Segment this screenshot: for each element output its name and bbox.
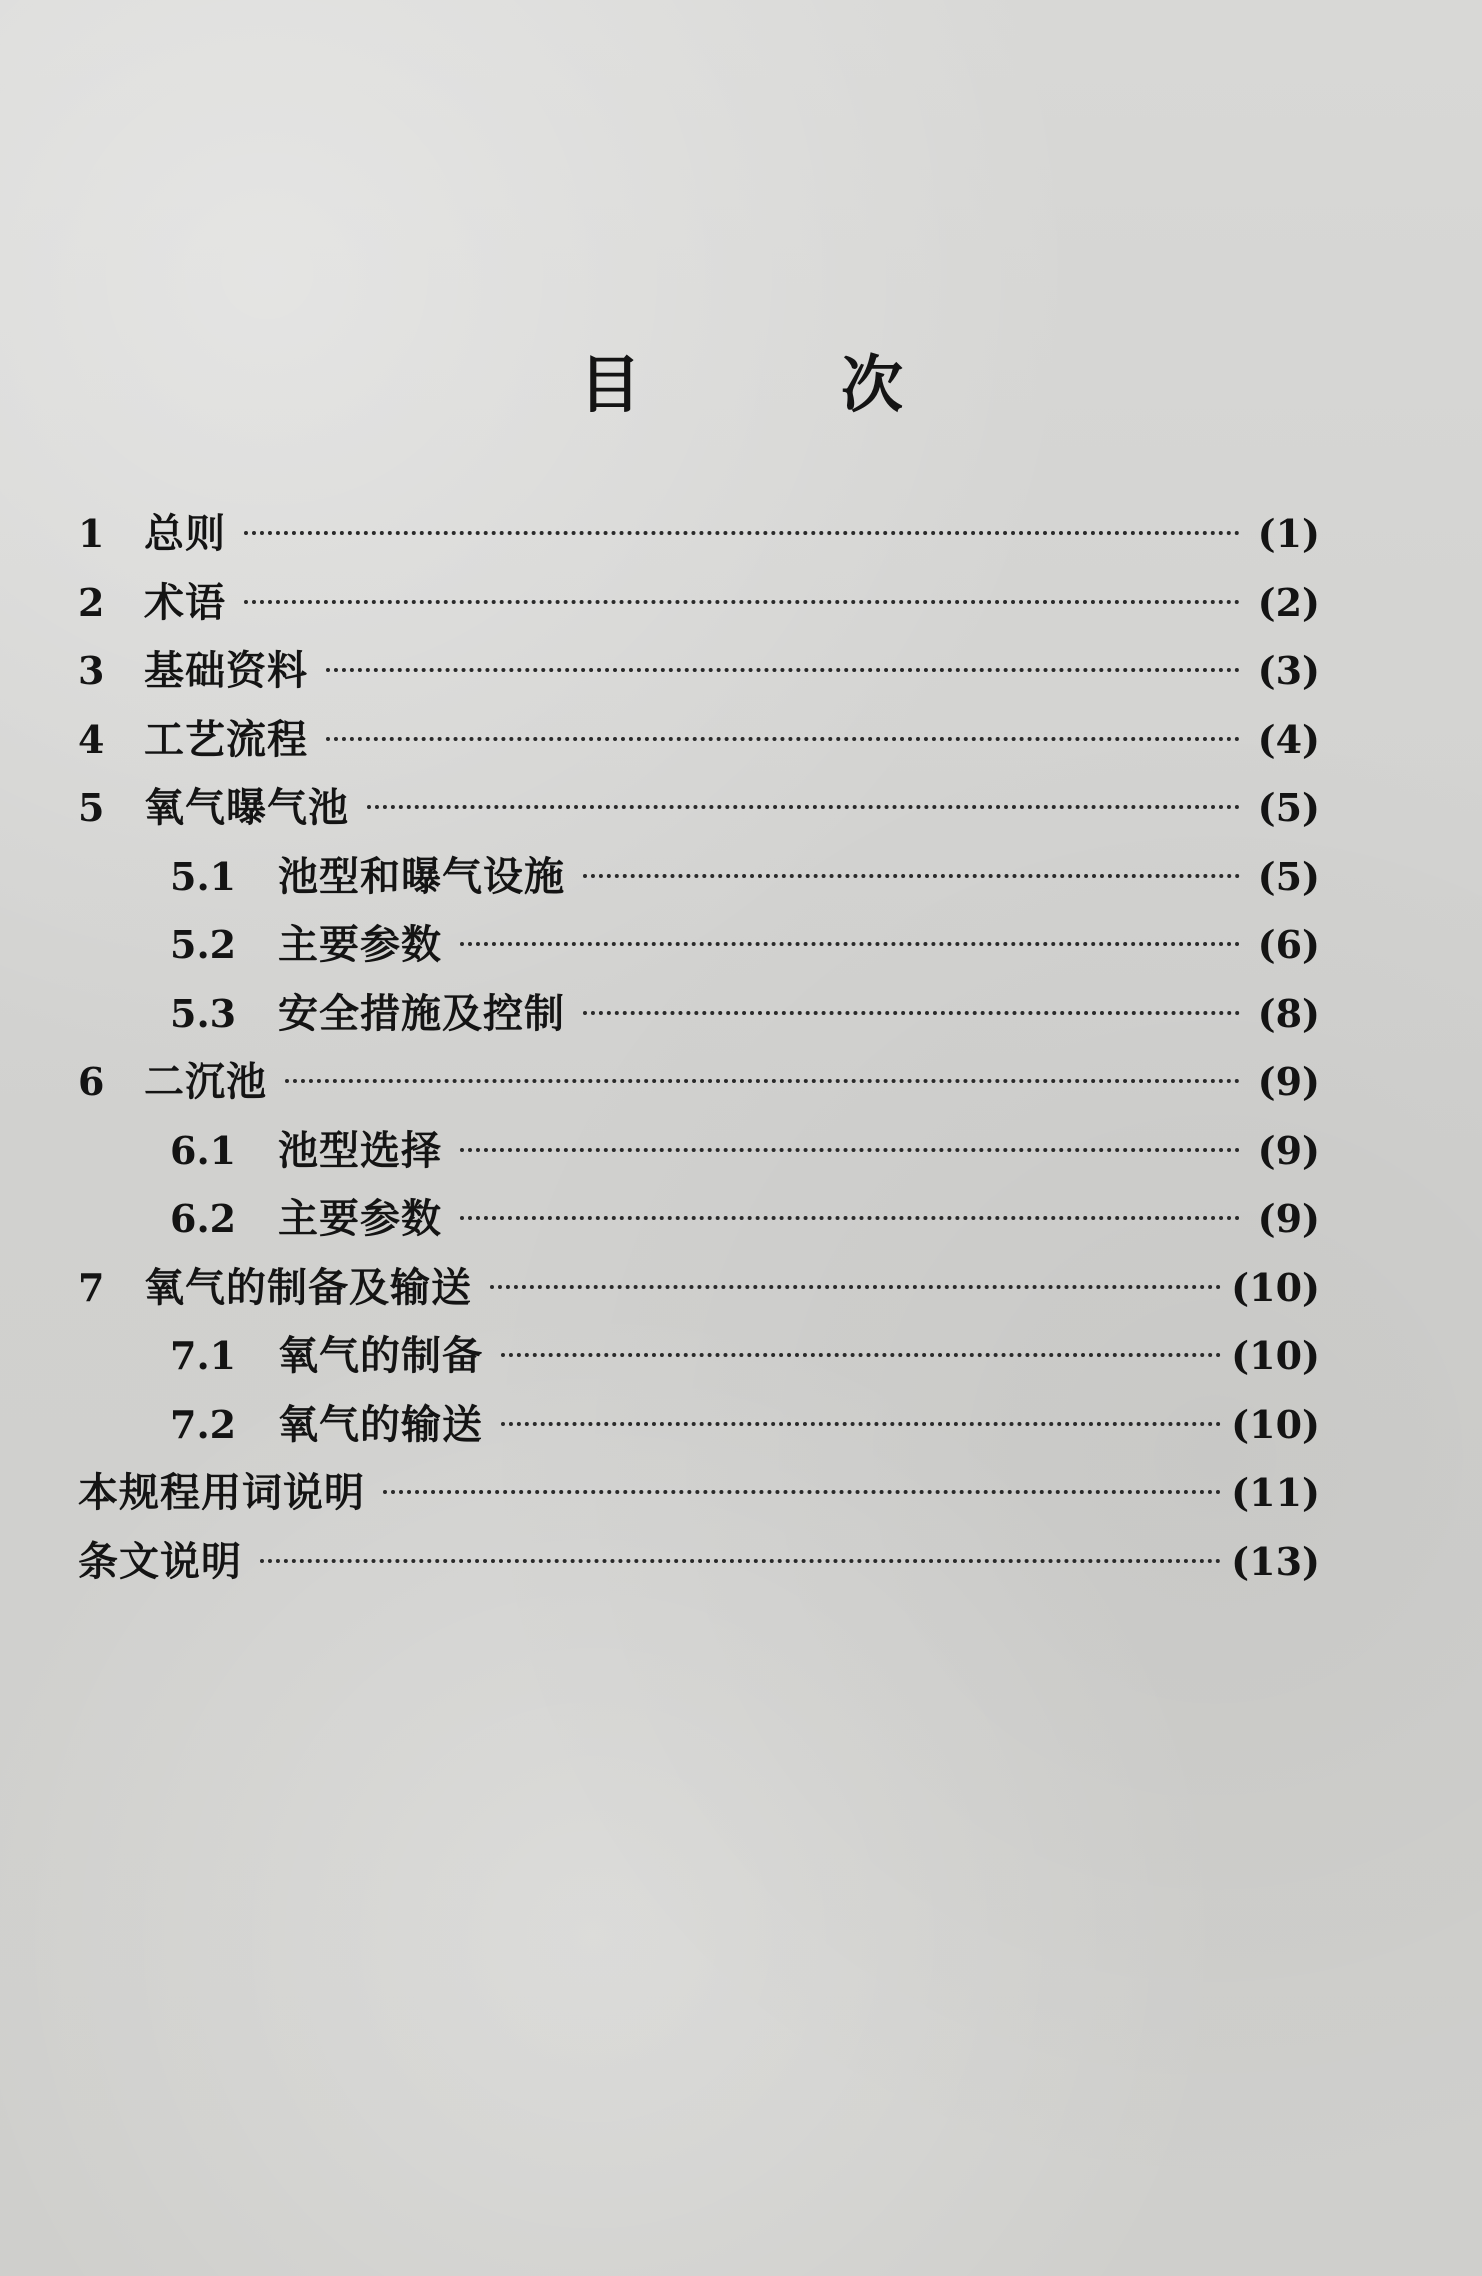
- toc-entry-page: (8): [1257, 990, 1320, 1036]
- toc-entry-page: (1): [1257, 511, 1320, 556]
- toc-entry-page: (13): [1231, 1538, 1320, 1584]
- dot-leader: [583, 874, 1240, 878]
- dot-leader: [326, 668, 1240, 672]
- toc-entry-page: (5): [1257, 853, 1320, 899]
- toc-entry[interactable]: [78, 1528, 1320, 1597]
- dot-leader: [460, 1216, 1240, 1220]
- dot-leader: [490, 1285, 1221, 1289]
- toc-entry-title: 氧气的制备: [278, 1333, 483, 1379]
- toc-entry-number: 6.1: [170, 1127, 237, 1173]
- toc-entry-page: (9): [1257, 1196, 1320, 1241]
- toc-entry-title: 氧气曝气池: [144, 785, 349, 831]
- toc-entry-page: (4): [1257, 716, 1320, 762]
- toc-entry-title: 主要参数: [278, 1196, 442, 1242]
- title-char-1: 目: [578, 348, 641, 421]
- toc-entry-title: 氧气的制备及输送: [144, 1264, 472, 1311]
- toc-entry-title: 条文说明: [78, 1538, 242, 1585]
- toc-entry-page: (10): [1231, 1333, 1320, 1378]
- toc-entry-title: 池型选择: [278, 1127, 442, 1174]
- toc-entry[interactable]: [78, 1459, 1320, 1528]
- toc-entry[interactable]: [78, 569, 1320, 638]
- toc-entry-number: 2: [78, 579, 105, 625]
- title-char-2: 次: [841, 348, 904, 421]
- toc-subentry[interactable]: [78, 980, 1320, 1049]
- toc-subentry[interactable]: [78, 1391, 1320, 1460]
- toc-entry[interactable]: [78, 1254, 1320, 1323]
- toc-entry-page: (6): [1257, 922, 1320, 967]
- dot-leader: [285, 1079, 1240, 1083]
- dot-leader: [260, 1559, 1221, 1563]
- toc-subentry[interactable]: [78, 1117, 1320, 1186]
- toc-entry-number: 7.1: [170, 1333, 237, 1378]
- toc-entry-title: 术语: [144, 579, 226, 626]
- dot-leader: [501, 1422, 1221, 1426]
- toc-entry-title: 安全措施及控制: [278, 990, 565, 1037]
- dot-leader: [244, 600, 1240, 604]
- toc-entry-title: 二沉池: [144, 1059, 267, 1105]
- toc-entry-title: 池型和曝气设施: [278, 853, 565, 900]
- toc-entry[interactable]: [78, 500, 1320, 569]
- toc-subentry[interactable]: [78, 843, 1320, 912]
- toc-entry-page: (3): [1257, 648, 1320, 693]
- toc-entry-number: 6.2: [170, 1196, 237, 1241]
- dot-leader: [244, 531, 1240, 535]
- toc-subentry[interactable]: [78, 1322, 1320, 1391]
- toc-entry-page: (10): [1231, 1401, 1320, 1447]
- toc-entry-number: 4: [78, 716, 105, 762]
- toc-subentry[interactable]: [78, 911, 1320, 980]
- dot-leader: [460, 1148, 1240, 1152]
- toc-entry-number: 7: [78, 1264, 105, 1310]
- toc-entry-title: 氧气的输送: [278, 1401, 483, 1448]
- table-of-contents: [78, 500, 1320, 1596]
- toc-entry-page: (2): [1257, 579, 1320, 625]
- dot-leader: [501, 1353, 1221, 1357]
- toc-entry-number: 1: [78, 511, 105, 556]
- toc-entry-page: (9): [1257, 1127, 1320, 1173]
- dot-leader: [460, 942, 1240, 946]
- toc-entry-page: (5): [1257, 785, 1320, 830]
- toc-entry[interactable]: [78, 706, 1320, 775]
- toc-entry-number: 6: [78, 1059, 105, 1104]
- toc-entry-number: 5.2: [170, 922, 237, 967]
- toc-entry-page: (11): [1231, 1470, 1320, 1515]
- toc-subentry[interactable]: [78, 1185, 1320, 1254]
- dot-leader: [326, 737, 1240, 741]
- toc-entry-title: 主要参数: [278, 922, 442, 968]
- toc-entry-number: 7.2: [170, 1401, 237, 1447]
- toc-entry-number: 5.3: [170, 990, 237, 1036]
- toc-entry-number: 3: [78, 648, 105, 693]
- toc-entry[interactable]: [78, 637, 1320, 706]
- toc-entry[interactable]: [78, 1048, 1320, 1117]
- dot-leader: [367, 805, 1240, 809]
- toc-entry-page: (10): [1231, 1264, 1320, 1310]
- toc-entry-page: (9): [1257, 1059, 1320, 1104]
- toc-entry-title: 总则: [144, 511, 226, 557]
- dot-leader: [383, 1490, 1221, 1494]
- toc-entry-title: 基础资料: [144, 648, 308, 694]
- page-title: [0, 345, 1482, 425]
- toc-entry[interactable]: [78, 774, 1320, 843]
- toc-entry-number: 5.1: [170, 853, 237, 899]
- toc-entry-number: 5: [78, 785, 105, 830]
- dot-leader: [583, 1011, 1240, 1015]
- toc-entry-title: 工艺流程: [144, 716, 308, 763]
- toc-entry-title: 本规程用词说明: [78, 1470, 365, 1516]
